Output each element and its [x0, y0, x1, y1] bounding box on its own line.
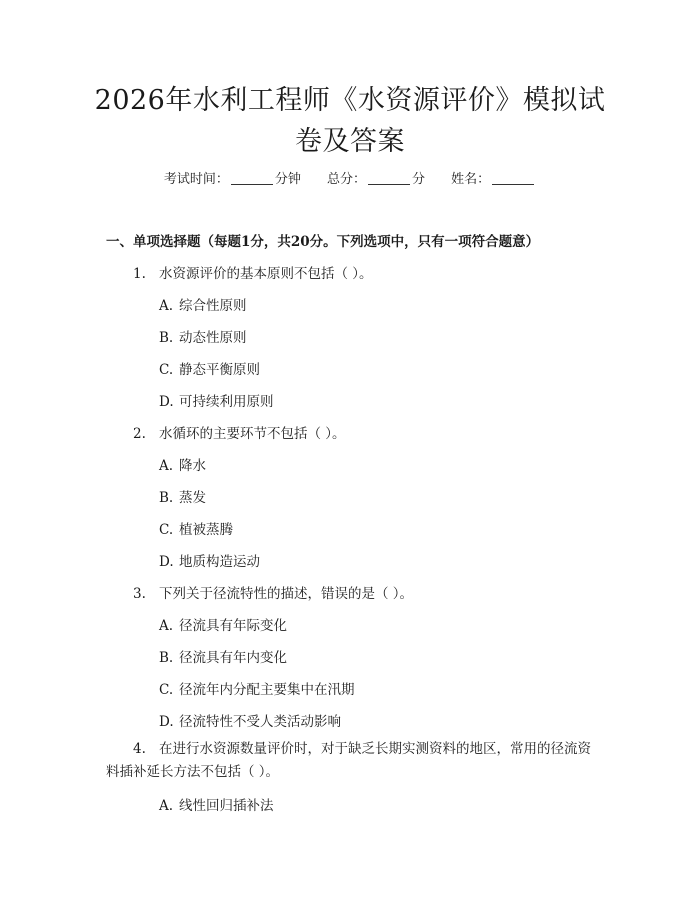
score-label: 总分：: [326, 172, 366, 187]
time-label: 考试时间：: [163, 172, 229, 187]
question-text: 水循环的主要环节不包括（ ）。: [159, 426, 346, 442]
question-number: 4.: [133, 741, 146, 757]
question-4: [106, 738, 596, 784]
question-text: 在进行水资源数量评价时，对于缺乏长期实测资料的地区，常用的径流资料插补延长方法不包括（ ）。: [106, 741, 591, 780]
option-3b: [159, 646, 287, 666]
question-number: 1.: [133, 266, 146, 282]
question-2: [133, 422, 346, 442]
option-text: 蒸发: [179, 490, 206, 506]
option-text: 静态平衡原则: [179, 362, 260, 378]
name-label: 姓名：: [451, 172, 491, 187]
option-2a: [159, 454, 206, 474]
option-1a: [159, 294, 247, 314]
option-4a: [159, 794, 274, 814]
option-2b: [159, 486, 206, 506]
question-text: 下列关于径流特性的描述，错误的是（ ）。: [159, 586, 414, 602]
question-number: 3.: [133, 586, 146, 602]
student-name: [451, 168, 536, 187]
option-text: 径流具有年际变化: [179, 618, 287, 634]
question-text: 水资源评价的基本原则不包括（ ）。: [159, 266, 373, 282]
option-letter: A.: [159, 458, 174, 474]
option-letter: D.: [159, 554, 174, 570]
score-unit: 分: [412, 172, 426, 187]
option-text: 植被蒸腾: [179, 522, 233, 538]
option-text: 线性回归插补法: [179, 798, 274, 814]
option-2c: [159, 518, 233, 538]
option-text: 径流年内分配主要集中在汛期: [179, 682, 355, 698]
option-letter: C.: [159, 362, 174, 378]
option-text: 可持续利用原则: [179, 394, 274, 410]
option-letter: A.: [159, 298, 174, 314]
option-letter: B.: [159, 490, 174, 506]
option-text: 综合性原则: [179, 298, 247, 314]
option-2d: [159, 550, 260, 570]
option-1b: [159, 326, 247, 346]
option-letter: D.: [159, 714, 174, 730]
option-letter: B.: [159, 330, 174, 346]
option-text: 径流特性不受人类活动影响: [179, 714, 341, 730]
option-letter: A.: [159, 798, 174, 814]
option-letter: D.: [159, 394, 174, 410]
option-text: 径流具有年内变化: [179, 650, 287, 666]
option-3d: [159, 710, 341, 730]
option-letter: C.: [159, 682, 174, 698]
score-blank: [368, 184, 410, 185]
question-number: 2.: [133, 426, 146, 442]
option-letter: C.: [159, 522, 174, 538]
option-letter: A.: [159, 618, 174, 634]
option-1c: [159, 358, 260, 378]
total-score: [327, 168, 425, 187]
time-blank: [231, 184, 273, 185]
question-3: [133, 582, 413, 602]
option-text: 动态性原则: [179, 330, 247, 346]
option-text: 地质构造运动: [179, 554, 260, 570]
option-text: 降水: [179, 458, 206, 474]
question-1: [133, 262, 373, 282]
exam-meta: [0, 168, 700, 187]
option-3c: [159, 678, 355, 698]
section-heading: 一、单项选择题（每题1分，共20分。下列选项中，只有一项符合题意）: [106, 234, 540, 250]
option-3a: [159, 614, 287, 634]
page-title: 2026年水利工程师《水资源评价》模拟试卷及答案: [94, 85, 606, 157]
time-unit: 分钟: [274, 172, 301, 187]
exam-time: [164, 168, 301, 187]
option-1d: [159, 390, 274, 410]
option-letter: B.: [159, 650, 174, 666]
name-blank: [492, 184, 534, 185]
